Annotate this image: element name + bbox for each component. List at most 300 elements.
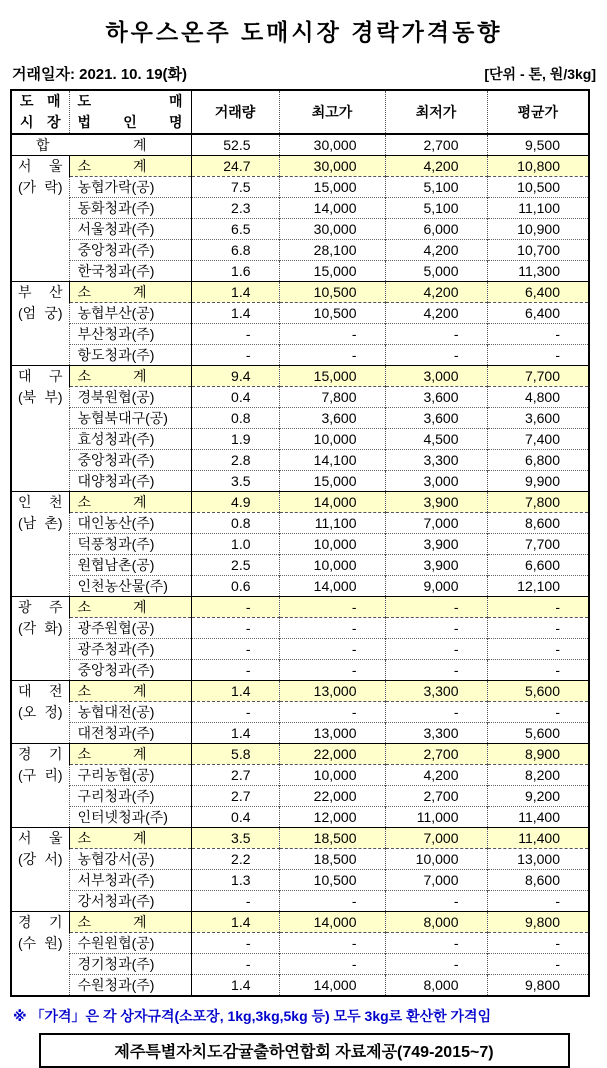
corp-name: 서울청과(주) (69, 219, 191, 240)
corp-name: 광주원협(공) (69, 618, 191, 639)
subtotal-row (11, 366, 589, 387)
cell-avg: 11,100 (487, 198, 589, 219)
corp-name: 항도청과(주) (69, 345, 191, 366)
corp-name: 인천농산물(주) (69, 576, 191, 597)
corp-name: 중앙청과(주) (69, 660, 191, 681)
corp-name: 농협가락(공) (69, 177, 191, 198)
subtotal-label (69, 828, 191, 849)
cell-avg: 12,100 (487, 576, 589, 597)
cell-avg: 9,800 (487, 912, 589, 933)
unit-label: [단위 - 톤, 원/3kg] (484, 66, 596, 82)
corp-row (11, 702, 589, 723)
corp-row (11, 240, 589, 261)
cell-volume: 2.3 (191, 198, 279, 219)
cell-volume: 0.8 (191, 513, 279, 534)
cell-high: 7,800 (279, 387, 385, 408)
cell-high: - (279, 324, 385, 345)
cell-low: 4,200 (385, 282, 487, 303)
subtotal-label-text: 소 계 (77, 830, 147, 846)
cell-low: 4,200 (385, 156, 487, 177)
cell-avg: - (487, 324, 589, 345)
cell-avg: 7,700 (487, 534, 589, 555)
corp-name: 덕풍청과(주) (69, 534, 191, 555)
market-cell-line: 인 천 (18, 494, 63, 510)
subtotal-row (11, 828, 589, 849)
cell-volume: - (191, 597, 279, 618)
header-market (11, 90, 69, 134)
header-corp-line: 도 매 (77, 93, 183, 109)
cell-high: - (279, 660, 385, 681)
cell-avg: 8,900 (487, 744, 589, 765)
price-table (10, 89, 590, 997)
market-cell-line: (구 리) (18, 767, 63, 783)
cell-low: 9,000 (385, 576, 487, 597)
corp-row (11, 219, 589, 240)
cell-low: 3,900 (385, 492, 487, 513)
subtotal-label (69, 744, 191, 765)
corp-name: 대전청과(주) (69, 723, 191, 744)
cell-low: 5,000 (385, 261, 487, 282)
market-cell (11, 597, 69, 681)
corp-name: 수원청과(주) (69, 975, 191, 997)
market-cell-line: (가 락) (18, 179, 63, 195)
subtotal-label (69, 912, 191, 933)
cell-low: 7,000 (385, 828, 487, 849)
subtotal-label (69, 681, 191, 702)
cell-volume: 5.8 (191, 744, 279, 765)
cell-avg: 6,400 (487, 303, 589, 324)
cell-low: - (385, 345, 487, 366)
corp-row (11, 534, 589, 555)
cell-avg: 11,300 (487, 261, 589, 282)
cell-low: - (385, 933, 487, 954)
cell-high: 10,000 (279, 765, 385, 786)
cell-high: 22,000 (279, 786, 385, 807)
corp-row (11, 303, 589, 324)
cell-volume: 1.0 (191, 534, 279, 555)
cell-volume: 2.5 (191, 555, 279, 576)
cell-high: 14,000 (279, 912, 385, 933)
cell-volume: - (191, 660, 279, 681)
subtotal-label (69, 597, 191, 618)
cell-avg: 9,900 (487, 471, 589, 492)
cell-avg: 9,800 (487, 975, 589, 997)
header-market-line: 도 매 (20, 93, 61, 109)
cell-high: 28,100 (279, 240, 385, 261)
cell-high: 13,000 (279, 723, 385, 744)
market-cell (11, 492, 69, 597)
corp-row (11, 387, 589, 408)
cell-low: 5,100 (385, 177, 487, 198)
market-cell-line: 경 기 (18, 914, 63, 930)
cell-volume: - (191, 933, 279, 954)
cell-low: 6,000 (385, 219, 487, 240)
subtotal-label-text: 소 계 (77, 914, 147, 930)
corp-row (11, 660, 589, 681)
corp-name: 농협북대구(공) (69, 408, 191, 429)
corp-name: 한국청과(주) (69, 261, 191, 282)
subtotal-label-text: 소 계 (77, 683, 147, 699)
cell-low: - (385, 618, 487, 639)
cell-volume: 0.6 (191, 576, 279, 597)
corp-row (11, 261, 589, 282)
cell-volume: - (191, 891, 279, 912)
cell-avg: 10,700 (487, 240, 589, 261)
cell-avg: 7,700 (487, 366, 589, 387)
cell-high: 14,000 (279, 975, 385, 997)
cell-low: - (385, 954, 487, 975)
page-title: 하우스온주 도매시장 경락가격동향 (105, 19, 503, 45)
corp-row (11, 555, 589, 576)
subtotal-label (69, 282, 191, 303)
cell-low: 3,000 (385, 366, 487, 387)
corp-name: 중앙청과(주) (69, 240, 191, 261)
cell-high: 10,500 (279, 870, 385, 891)
corp-name: 농협강서(공) (69, 849, 191, 870)
cell-low: 7,000 (385, 513, 487, 534)
cell-low: 8,000 (385, 912, 487, 933)
cell-high: - (279, 618, 385, 639)
cell-volume: 1.4 (191, 282, 279, 303)
cell-avg: 6,800 (487, 450, 589, 471)
market-cell-line: (강 서) (18, 851, 63, 867)
cell-low: 3,600 (385, 408, 487, 429)
subtotal-label-text: 소 계 (77, 746, 147, 762)
cell-high: 30,000 (279, 156, 385, 177)
corp-name: 구리청과(주) (69, 786, 191, 807)
cell-low: 3,300 (385, 723, 487, 744)
cell-volume: 1.4 (191, 681, 279, 702)
corp-row (11, 954, 589, 975)
table-body (11, 134, 589, 996)
market-cell (11, 912, 69, 997)
market-cell-line: (수 원) (18, 935, 63, 951)
market-cell-line: 부 산 (18, 284, 63, 300)
cell-avg: - (487, 933, 589, 954)
cell-avg: 8,600 (487, 870, 589, 891)
corp-name: 원협남촌(공) (69, 555, 191, 576)
grand-total-high: 30,000 (279, 134, 385, 156)
market-cell-line: 경 기 (18, 746, 63, 762)
market-cell (11, 744, 69, 828)
cell-volume: 9.4 (191, 366, 279, 387)
cell-low: 3,900 (385, 534, 487, 555)
trade-date-label: 거래일자: 2021. 10. 19(화) (12, 66, 188, 83)
cell-avg: 11,400 (487, 807, 589, 828)
cell-volume: 2.7 (191, 786, 279, 807)
market-cell-line: 대 구 (18, 368, 63, 384)
market-cell (11, 828, 69, 912)
cell-avg: 5,600 (487, 723, 589, 744)
subtotal-label-text: 소 계 (77, 368, 147, 384)
cell-high: 15,000 (279, 471, 385, 492)
cell-avg: - (487, 954, 589, 975)
cell-avg: 8,200 (487, 765, 589, 786)
subtotal-label-text: 소 계 (77, 284, 147, 300)
corp-row (11, 576, 589, 597)
cell-avg: 7,800 (487, 492, 589, 513)
cell-high: 15,000 (279, 177, 385, 198)
grand-total-row (11, 134, 589, 156)
cell-high: 30,000 (279, 219, 385, 240)
cell-volume: 3.5 (191, 471, 279, 492)
cell-low: 3,300 (385, 450, 487, 471)
corp-row (11, 933, 589, 954)
header-low: 최저가 (385, 90, 487, 134)
cell-low: 4,200 (385, 240, 487, 261)
corp-name: 농협대전(공) (69, 702, 191, 723)
market-cell (11, 282, 69, 366)
corp-name: 농협부산(공) (69, 303, 191, 324)
market-cell-line: 대 전 (18, 683, 63, 699)
cell-avg: - (487, 639, 589, 660)
market-cell-line: (각 화) (18, 620, 63, 636)
cell-low: - (385, 660, 487, 681)
cell-volume: 6.5 (191, 219, 279, 240)
cell-high: 15,000 (279, 366, 385, 387)
cell-high: 3,600 (279, 408, 385, 429)
cell-avg: 4,800 (487, 387, 589, 408)
subtotal-row (11, 156, 589, 177)
subtotal-row (11, 597, 589, 618)
market-cell-line: (오 정) (18, 704, 63, 720)
cell-volume: 24.7 (191, 156, 279, 177)
cell-volume: 1.6 (191, 261, 279, 282)
subtotal-row (11, 492, 589, 513)
corp-row (11, 618, 589, 639)
corp-name: 인터넷청과(주) (69, 807, 191, 828)
cell-volume: - (191, 954, 279, 975)
cell-avg: 10,800 (487, 156, 589, 177)
cell-avg: 6,600 (487, 555, 589, 576)
cell-volume: - (191, 639, 279, 660)
cell-low: 2,700 (385, 744, 487, 765)
header-row (11, 90, 589, 134)
cell-volume: 4.9 (191, 492, 279, 513)
cell-volume: 1.4 (191, 303, 279, 324)
subtotal-row (11, 744, 589, 765)
cell-high: - (279, 954, 385, 975)
cell-high: 14,000 (279, 198, 385, 219)
cell-avg: 10,900 (487, 219, 589, 240)
header-market-line: 시 장 (20, 114, 61, 130)
market-cell-line: 서 울 (18, 158, 63, 174)
grand-total-label (11, 134, 191, 156)
cell-volume: 0.4 (191, 807, 279, 828)
market-cell (11, 681, 69, 744)
corp-row (11, 324, 589, 345)
corp-row (11, 198, 589, 219)
cell-low: 8,000 (385, 975, 487, 997)
cell-volume: - (191, 702, 279, 723)
cell-high: 10,000 (279, 534, 385, 555)
subtotal-label-text: 소 계 (77, 599, 147, 615)
cell-low: 3,600 (385, 387, 487, 408)
cell-low: 4,200 (385, 765, 487, 786)
corp-row (11, 765, 589, 786)
cell-low: 5,100 (385, 198, 487, 219)
subtotal-label-text: 소 계 (77, 158, 147, 174)
cell-avg: 3,600 (487, 408, 589, 429)
market-cell-line: (북 부) (18, 389, 63, 405)
subtotal-row (11, 681, 589, 702)
header-corp (69, 90, 191, 134)
corp-name: 대인농산(주) (69, 513, 191, 534)
corp-name: 효성청과(주) (69, 429, 191, 450)
price-footnote: ※ 「가격」은 각 상자규격(소포장, 1kg,3kg,5kg 등) 모두 3kg로 환산한 가격임 (13, 1008, 492, 1024)
cell-avg: - (487, 597, 589, 618)
corp-name: 동화청과(주) (69, 198, 191, 219)
cell-high: - (279, 702, 385, 723)
cell-volume: - (191, 345, 279, 366)
cell-high: 18,500 (279, 849, 385, 870)
cell-high: 15,000 (279, 261, 385, 282)
source-box (39, 1033, 570, 1068)
corp-name: 광주청과(주) (69, 639, 191, 660)
corp-row (11, 849, 589, 870)
subtotal-row (11, 282, 589, 303)
market-cell-line: 서 울 (18, 830, 63, 846)
cell-avg: 8,600 (487, 513, 589, 534)
corp-row (11, 429, 589, 450)
corp-name: 대양청과(주) (69, 471, 191, 492)
header-volume: 거래량 (191, 90, 279, 134)
cell-volume: 1.4 (191, 975, 279, 997)
cell-low: - (385, 639, 487, 660)
corp-row (11, 450, 589, 471)
cell-avg: - (487, 345, 589, 366)
cell-avg: 10,500 (487, 177, 589, 198)
grand-total-volume: 52.5 (191, 134, 279, 156)
grand-total-label-text: 합 계 (36, 137, 147, 153)
cell-high: - (279, 933, 385, 954)
cell-avg: - (487, 660, 589, 681)
cell-volume: 0.4 (191, 387, 279, 408)
market-cell-line: (남 촌) (18, 515, 63, 531)
cell-low: - (385, 702, 487, 723)
cell-low: - (385, 597, 487, 618)
cell-low: 3,900 (385, 555, 487, 576)
grand-total-avg: 9,500 (524, 137, 560, 153)
cell-avg: 6,400 (487, 282, 589, 303)
cell-volume: 2.2 (191, 849, 279, 870)
corp-row (11, 408, 589, 429)
cell-low: 3,000 (385, 471, 487, 492)
cell-high: - (279, 639, 385, 660)
corp-row (11, 345, 589, 366)
cell-volume: 7.5 (191, 177, 279, 198)
cell-high: 12,000 (279, 807, 385, 828)
corp-row (11, 975, 589, 997)
cell-high: 11,100 (279, 513, 385, 534)
cell-high: 10,000 (279, 429, 385, 450)
header-corp-line: 법 인 명 (77, 114, 183, 130)
cell-volume: 2.8 (191, 450, 279, 471)
cell-low: - (385, 324, 487, 345)
cell-avg: 9,200 (487, 786, 589, 807)
cell-volume: 1.4 (191, 912, 279, 933)
cell-high: 10,500 (279, 282, 385, 303)
corp-name: 강서청과(주) (69, 891, 191, 912)
cell-high: - (279, 345, 385, 366)
subtotal-label (69, 156, 191, 177)
corp-row (11, 723, 589, 744)
cell-low: 4,500 (385, 429, 487, 450)
cell-high: 18,500 (279, 828, 385, 849)
corp-row (11, 639, 589, 660)
corp-row (11, 786, 589, 807)
corp-row (11, 513, 589, 534)
meta-row (12, 63, 596, 84)
cell-volume: 0.8 (191, 408, 279, 429)
cell-avg: 7,400 (487, 429, 589, 450)
corp-name: 서부청과(주) (69, 870, 191, 891)
market-cell-line: 광 주 (18, 599, 63, 615)
cell-avg: 13,000 (487, 849, 589, 870)
cell-avg: - (487, 618, 589, 639)
header-high: 최고가 (279, 90, 385, 134)
cell-low: 10,000 (385, 849, 487, 870)
source-text: 제주특별자치도감귤출하연합회 자료제공(749-2015~7) (114, 1044, 494, 1061)
corp-name: 경북원협(공) (69, 387, 191, 408)
cell-volume: 6.8 (191, 240, 279, 261)
cell-volume: 1.4 (191, 723, 279, 744)
cell-volume: 2.7 (191, 765, 279, 786)
cell-low: 4,200 (385, 303, 487, 324)
market-cell (11, 156, 69, 282)
cell-high: 10,500 (279, 303, 385, 324)
cell-low: - (385, 891, 487, 912)
cell-high: 10,000 (279, 555, 385, 576)
cell-high: 14,000 (279, 576, 385, 597)
subtotal-label (69, 492, 191, 513)
cell-volume: 1.3 (191, 870, 279, 891)
corp-row (11, 891, 589, 912)
corp-name: 경기청과(주) (69, 954, 191, 975)
market-cell-line: (엄 궁) (18, 305, 63, 321)
corp-row (11, 471, 589, 492)
corp-row (11, 177, 589, 198)
cell-high: 13,000 (279, 681, 385, 702)
cell-high: 22,000 (279, 744, 385, 765)
cell-low: 11,000 (385, 807, 487, 828)
cell-high: - (279, 597, 385, 618)
grand-total-low: 2,700 (385, 134, 487, 156)
cell-low: 2,700 (385, 786, 487, 807)
cell-avg: 5,600 (487, 681, 589, 702)
market-cell (11, 366, 69, 492)
corp-name: 중앙청과(주) (69, 450, 191, 471)
cell-high: 14,100 (279, 450, 385, 471)
corp-name: 부산청과(주) (69, 324, 191, 345)
cell-avg: 11,400 (487, 828, 589, 849)
cell-avg: - (487, 891, 589, 912)
corp-row (11, 807, 589, 828)
subtotal-label (69, 366, 191, 387)
corp-row (11, 870, 589, 891)
subtotal-row (11, 912, 589, 933)
corp-name: 수원원협(공) (69, 933, 191, 954)
cell-avg: - (487, 702, 589, 723)
cell-volume: 3.5 (191, 828, 279, 849)
cell-volume: 1.9 (191, 429, 279, 450)
header-avg: 평균가 (487, 90, 589, 134)
cell-volume: - (191, 618, 279, 639)
subtotal-label-text: 소 계 (77, 494, 147, 510)
cell-volume: - (191, 324, 279, 345)
cell-high: 14,000 (279, 492, 385, 513)
cell-high: - (279, 891, 385, 912)
